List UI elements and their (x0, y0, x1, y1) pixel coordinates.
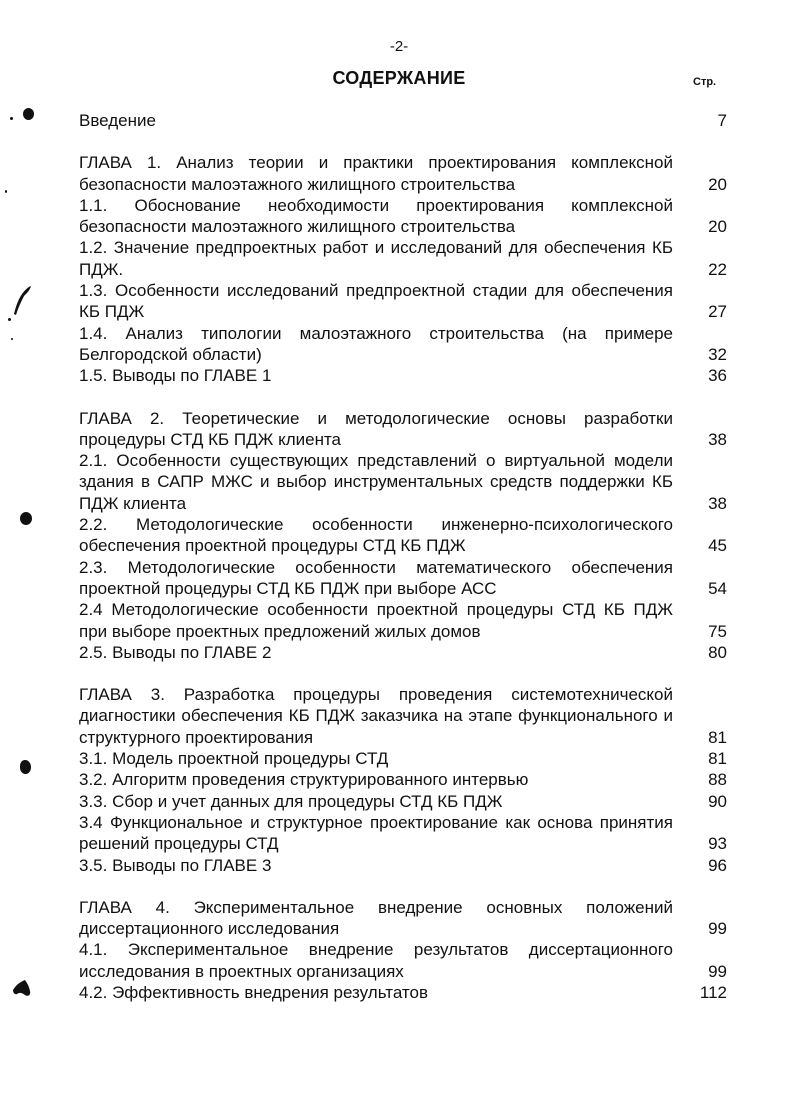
toc-entry (79, 599, 727, 642)
section-gap (79, 663, 727, 684)
toc-entry-title: 1.2. Значение предпроектных работ и исследований для обеспечения КБ ПДЖ. (79, 238, 673, 279)
toc-entry-title: ГЛАВА 2. Теоретические и методологические основы разработки процедуры СТД КБ ПДЖ клиента (79, 408, 673, 449)
toc-entry-page: 7 (717, 111, 727, 130)
toc-entry-page: 112 (699, 982, 727, 1002)
toc-entry-page: 54 (708, 578, 727, 598)
toc-entry (79, 152, 727, 195)
toc-entry-title: 3.4 Функциональное и структурное проектирование как основа принятия решений процедуры СТД (79, 812, 673, 854)
toc-entry (79, 684, 727, 748)
toc-entry-page: 75 (708, 621, 727, 641)
toc-entry-page: 96 (708, 855, 727, 875)
toc-entry-title: 3.1. Модель проектной процедуры СТД (79, 749, 389, 769)
toc-entry-page: 81 (708, 727, 727, 747)
section-gap (79, 387, 727, 408)
page-number: -2- (389, 38, 409, 55)
toc-entry (79, 769, 727, 790)
toc-entry-title: ГЛАВА 3. Разработка процедуры проведения системотехнической диагностики обеспечения КБ ПДЖ заказчика на этапе функционального и структурного проектирования (79, 685, 673, 747)
toc-entry-title: ГЛАВА 1. Анализ теории и практики проектирования комплексной безопасности малоэтажного жилищного строительства (79, 153, 673, 194)
toc-entry-page: 45 (708, 536, 727, 556)
toc-entry (79, 897, 727, 940)
toc-entry (79, 748, 727, 769)
toc-entry (79, 195, 727, 238)
toc-entry (79, 280, 727, 323)
toc-entry-page: 27 (708, 302, 727, 322)
toc-entry-page: 32 (708, 344, 727, 364)
toc-entry-page: 36 (708, 366, 727, 386)
scan-hole-mark (23, 108, 34, 120)
toc-entry (79, 323, 727, 366)
toc-entry-page: 22 (708, 259, 727, 279)
toc-entry-title: 3.5. Выводы по ГЛАВЕ 3 (79, 855, 272, 875)
toc-entry (79, 791, 727, 812)
toc-entry (79, 514, 727, 557)
toc-entry-title: 1.4. Анализ типологии малоэтажного строительства (на примере Белгородской области) (79, 323, 673, 364)
toc-entry-page: 38 (708, 493, 727, 513)
toc-entry-page: 20 (708, 174, 727, 194)
toc-entry (79, 408, 727, 451)
page-column-label: Стр. (693, 76, 717, 88)
toc-entry (79, 939, 727, 982)
toc-entry-title: 2.3. Методологические особенности математического обеспечения проектной процедуры СТД КБ ПДЖ при выборе АСС (79, 557, 673, 598)
toc-entry-title: 2.2. Методологические особенности инженерно-психологического обеспечения проектной процедуры СТД КБ ПДЖ (79, 515, 673, 556)
toc-entry (79, 855, 727, 876)
toc-entry-title: 2.5. Выводы по ГЛАВЕ 2 (79, 642, 272, 662)
toc-entry-title: Введение (79, 111, 156, 130)
toc-entry-title: 4.2. Эффективность внедрения результатов (79, 982, 428, 1002)
scan-speck (10, 117, 13, 120)
toc-entry-page: 93 (708, 834, 727, 854)
scan-hole-mark (20, 760, 31, 774)
toc-entry-title: 1.1. Обоснование необходимости проектирования комплексной безопасности малоэтажного жилищного строительства (79, 195, 673, 237)
toc-entry-page: 88 (708, 770, 727, 790)
scan-hole-mark (8, 282, 34, 318)
toc-entry-page: 99 (708, 961, 727, 981)
toc-entry-page: 20 (708, 217, 727, 237)
toc-entry-title: 3.2. Алгоритм проведения структурированного интервью (79, 770, 529, 790)
toc-entry-page: 90 (708, 791, 727, 811)
toc-entry-title: 3.3. Сбор и учет данных для процедуры СТД КБ ПДЖ (79, 791, 503, 811)
section-gap (79, 876, 727, 897)
toc-entry (79, 982, 727, 1003)
toc-entry-title: 2.4 Методологические особенности проектной процедуры СТД КБ ПДЖ при выборе проектных предложений жилых домов (79, 600, 673, 641)
toc-entry (79, 642, 727, 663)
scan-hole-mark (10, 976, 34, 1000)
page-title: СОДЕРЖАНИЕ (332, 68, 466, 88)
toc-entry-page: 99 (708, 919, 727, 939)
toc-entry (79, 557, 727, 600)
toc-entry-page: 81 (708, 749, 727, 769)
table-of-contents (79, 110, 727, 1003)
toc-entry (79, 237, 727, 280)
toc-entry (79, 110, 727, 131)
toc-entry-title: 1.3. Особенности исследований предпроектной стадии для обеспечения КБ ПДЖ (79, 281, 673, 322)
scan-speck (11, 338, 13, 340)
toc-entry-title: 1.5. Выводы по ГЛАВЕ 1 (79, 366, 272, 386)
scan-hole-mark (20, 512, 32, 525)
toc-entry (79, 812, 727, 855)
toc-entry (79, 450, 727, 514)
toc-entry-title: 4.1. Экспериментальное внедрение результатов диссертационного исследования в проектных организациях (79, 940, 673, 981)
scan-speck (8, 318, 11, 321)
toc-entry-title: 2.1. Особенности существующих представлений о виртуальной модели здания в САПР МЖС и выбор инструментальных средств поддержки КБ ПДЖ клиента (79, 451, 673, 513)
toc-entry-title: ГЛАВА 4. Экспериментальное внедрение основных положений диссертационного исследования (79, 897, 673, 939)
section-gap (79, 131, 727, 152)
toc-entry-page: 80 (708, 642, 727, 662)
toc-entry (79, 365, 727, 386)
toc-entry-page: 38 (708, 429, 727, 449)
scan-speck (5, 190, 7, 193)
